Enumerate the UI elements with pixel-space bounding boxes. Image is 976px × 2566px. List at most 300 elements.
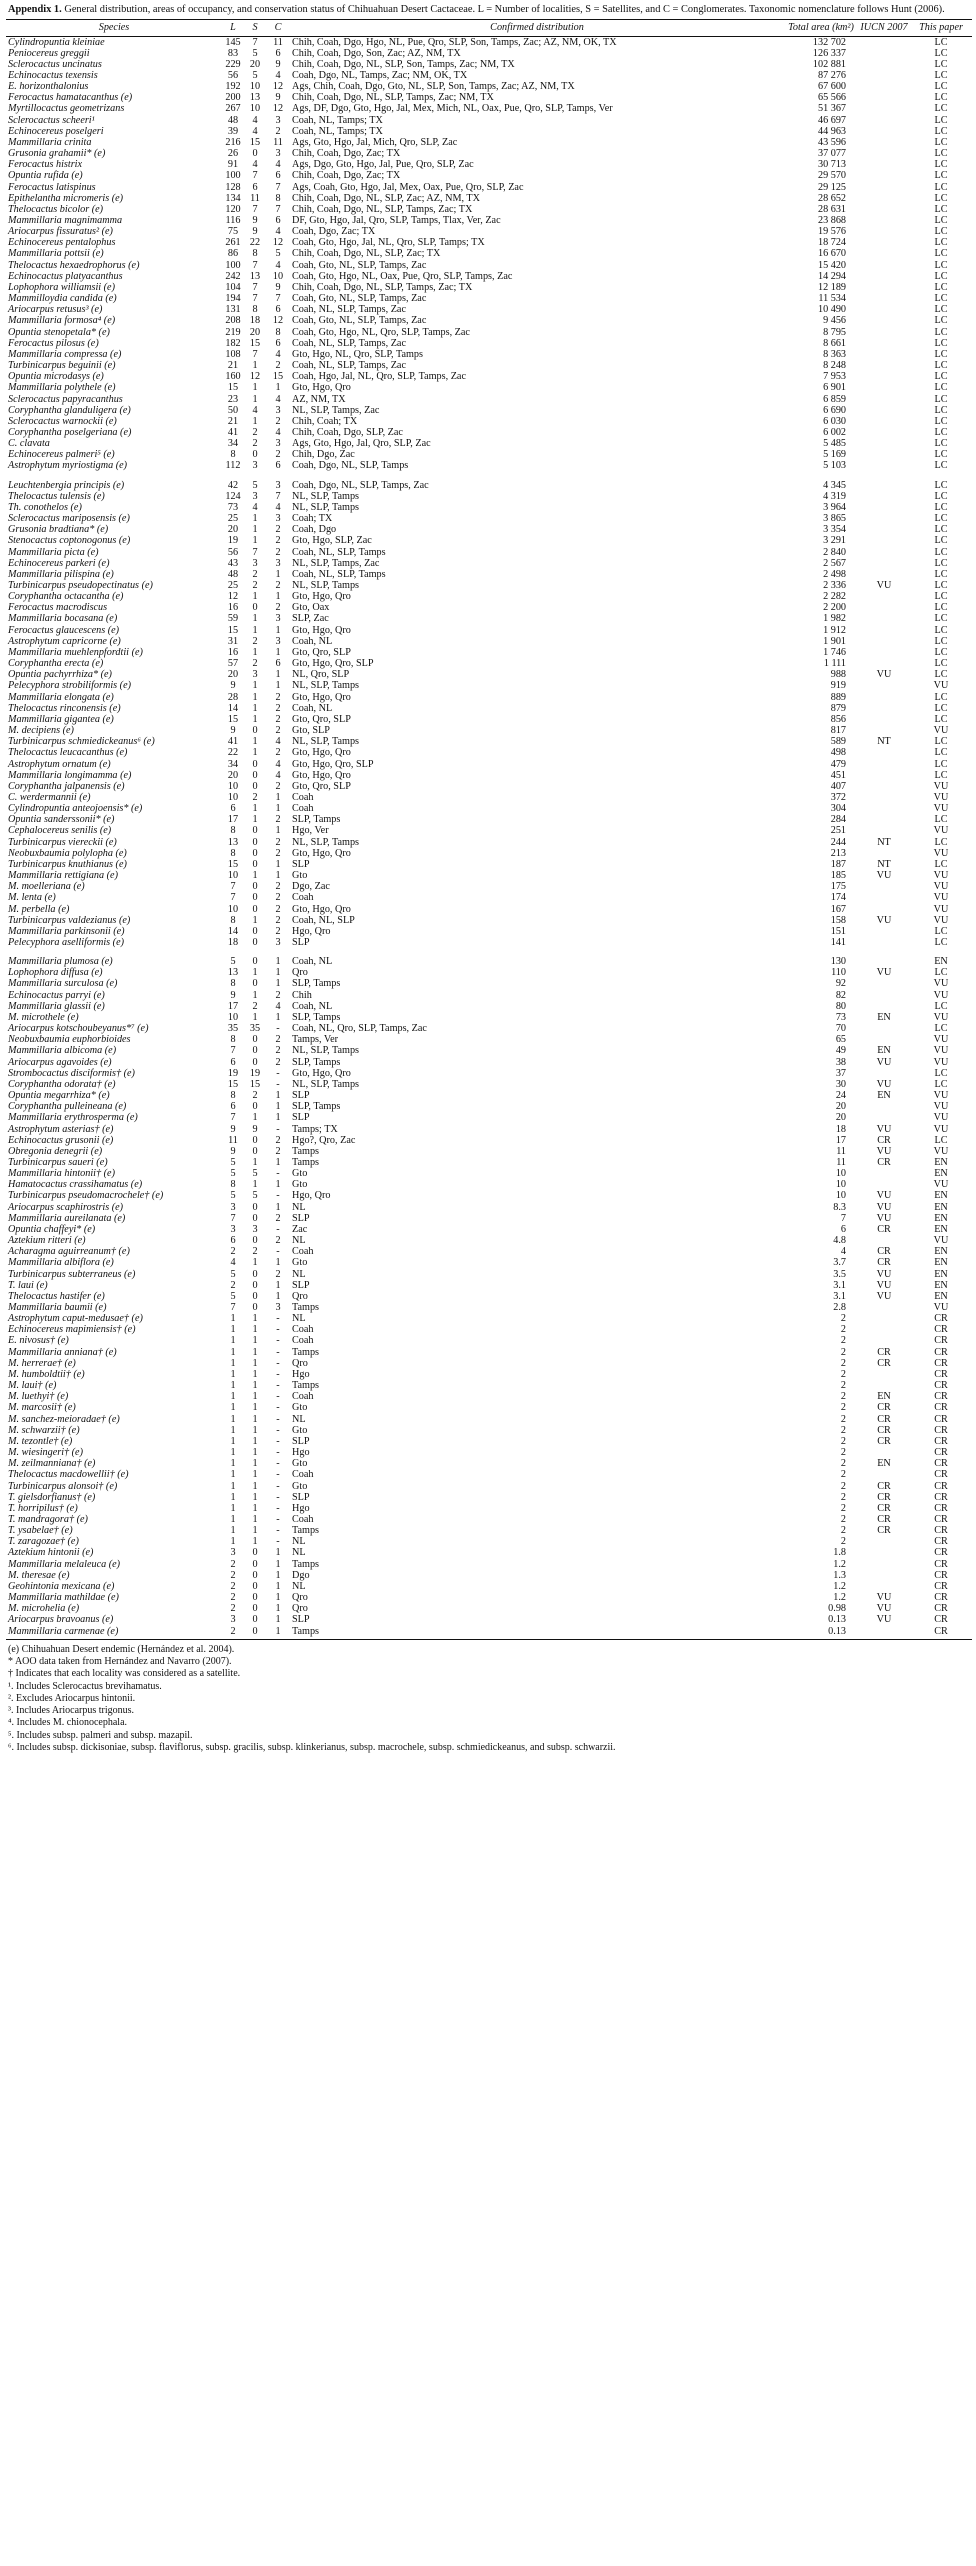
distribution-cell: NL, SLP, Tamps — [292, 580, 360, 591]
c-cell: 1 — [275, 624, 281, 636]
table-row — [6, 591, 972, 602]
table-row — [6, 859, 972, 870]
species-cell: Mammillaria melaleuca (e) — [8, 1558, 121, 1570]
s-cell: 0 — [252, 858, 258, 870]
table-row — [6, 848, 972, 859]
distribution-cell: Gto, Hgo, Qro — [292, 591, 351, 603]
s-cell: 4 — [252, 404, 258, 416]
iucn-cell — [858, 1302, 910, 1313]
status-cell: LC — [934, 148, 948, 160]
iucn-cell — [858, 1179, 910, 1190]
c-cell: 1 — [275, 1257, 281, 1269]
s-cell: 0 — [252, 1101, 258, 1113]
c-cell: - — [276, 1458, 280, 1470]
area-cell: 451 — [830, 769, 846, 781]
s-cell: 1 — [252, 382, 258, 394]
distribution-cell: NL, SLP, Tamps, Zac — [292, 557, 380, 569]
iucn-cell — [858, 613, 910, 624]
distribution-cell: Dgo, Zac — [292, 881, 330, 893]
table-row — [6, 1458, 972, 1469]
s-cell: 22 — [249, 237, 261, 249]
l-cell: 1 — [230, 1368, 236, 1380]
species-cell: Ariocarpus kotschoubeyanus*⁷ (e) — [8, 1023, 149, 1035]
footnote: † Indicates that each locality was considered as a satellite. — [8, 1668, 241, 1680]
l-cell: 1 — [230, 1324, 236, 1336]
l-cell: 75 — [227, 226, 239, 238]
iucn-cell — [858, 502, 910, 513]
s-cell: 7 — [252, 348, 258, 360]
table-row — [6, 1626, 972, 1640]
distribution-cell: NL, SLP, Tamps — [292, 680, 360, 692]
l-cell: 22 — [227, 747, 239, 759]
iucn-cell — [858, 170, 910, 181]
iucn-cell: VU — [876, 1078, 892, 1090]
s-cell: 1 — [252, 1156, 258, 1168]
species-cell: T. horripilus† (e) — [8, 1502, 78, 1514]
species-cell: Leuchtenbergia principis (e) — [8, 479, 125, 491]
status-cell: EN — [934, 1201, 948, 1213]
distribution-cell: Tamps — [292, 1380, 320, 1392]
distribution-cell: Gto, Qro, SLP — [292, 713, 351, 725]
c-cell: 2 — [275, 1056, 281, 1068]
distribution-cell: NL — [292, 1268, 306, 1280]
s-cell: 1 — [252, 989, 258, 1001]
iucn-cell — [858, 714, 910, 725]
table-row — [6, 70, 972, 81]
species-cell: Opuntia pachyrrhiza* (e) — [8, 669, 112, 681]
l-cell: 1 — [230, 1502, 236, 1514]
table-row — [6, 803, 972, 814]
table-row — [6, 814, 972, 825]
area-cell: 407 — [830, 780, 846, 792]
distribution-cell: Coah, NL, SLP, Tamps — [292, 546, 386, 558]
iucn-cell: NT — [877, 858, 891, 870]
s-cell: 1 — [252, 1402, 258, 1414]
area-cell: 28 652 — [817, 192, 846, 204]
table-row — [6, 315, 972, 326]
distribution-cell: Gto — [292, 1424, 308, 1436]
distribution-cell: Gto, Hgo, Qro — [292, 691, 351, 703]
distribution-cell: Coah, Dgo, Zac; TX — [292, 226, 376, 238]
distribution-cell: Dgo — [292, 1569, 310, 1581]
c-cell: 2 — [275, 1034, 281, 1046]
l-cell: 9 — [230, 725, 236, 737]
s-cell: 2 — [252, 1090, 258, 1102]
c-cell: 10 — [272, 270, 284, 282]
s-cell: 2 — [252, 658, 258, 670]
s-cell: 4 — [252, 125, 258, 137]
s-cell: 1 — [252, 1112, 258, 1124]
l-cell: 124 — [225, 490, 241, 502]
table-row — [6, 1402, 972, 1413]
status-cell: EN — [934, 956, 948, 968]
c-cell: - — [276, 1536, 280, 1548]
l-cell: 1 — [230, 1536, 236, 1548]
distribution-cell: Coah, NL — [292, 702, 333, 714]
c-cell: 3 — [275, 479, 281, 491]
table-row — [6, 394, 972, 405]
l-cell: 8 — [230, 825, 236, 837]
table-row — [6, 416, 972, 427]
species-cell: Mammillaria rettigiana (e) — [8, 870, 118, 882]
iucn-cell: CR — [877, 1424, 891, 1436]
area-cell: 24 — [835, 1090, 846, 1102]
s-cell: 1 — [252, 524, 258, 536]
iucn-cell — [858, 1235, 910, 1246]
c-cell: 2 — [275, 535, 281, 547]
status-cell: LC — [934, 524, 948, 536]
table-caption — [8, 4, 972, 17]
table-row — [6, 349, 972, 360]
table-row — [6, 825, 972, 836]
area-cell: 8 248 — [823, 360, 846, 372]
area-cell: 3 291 — [823, 535, 846, 547]
distribution-cell: Hgo, Qro — [292, 925, 331, 937]
area-cell: 174 — [830, 892, 846, 904]
col-header-iucn: IUCN 2007 — [858, 19, 910, 36]
l-cell: 20 — [227, 769, 239, 781]
status-cell: CR — [934, 1547, 948, 1559]
area-cell: 80 — [835, 1000, 846, 1012]
c-cell: - — [276, 1480, 280, 1492]
table-row — [6, 1559, 972, 1570]
l-cell: 242 — [225, 270, 241, 282]
s-cell: 19 — [249, 1067, 261, 1079]
iucn-cell: VU — [876, 1614, 892, 1626]
c-cell: 4 — [275, 69, 281, 81]
l-cell: 5 — [230, 1190, 236, 1202]
c-cell: 7 — [275, 203, 281, 215]
species-cell: C. werdermannii (e) — [8, 791, 91, 803]
distribution-cell: NL — [292, 1536, 306, 1548]
c-cell: 4 — [275, 736, 281, 748]
table-row — [6, 1503, 972, 1514]
status-cell: EN — [934, 1223, 948, 1235]
table-row — [6, 1514, 972, 1525]
table-row — [6, 1436, 972, 1447]
species-cell: Echinocereus poselgeri — [8, 125, 104, 137]
s-cell: 9 — [252, 1123, 258, 1135]
area-cell: 37 — [835, 1067, 846, 1079]
s-cell: 1 — [252, 680, 258, 692]
table-row — [6, 714, 972, 725]
s-cell: 5 — [252, 1168, 258, 1180]
c-cell: - — [276, 1380, 280, 1392]
c-cell: 6 — [275, 460, 281, 472]
area-cell: 2 336 — [823, 580, 846, 591]
species-cell: M. tezontle† (e) — [8, 1435, 73, 1447]
species-cell: C. clavata — [8, 438, 50, 450]
c-cell: 12 — [272, 315, 284, 327]
table-row — [6, 59, 972, 70]
distribution-cell: Coah, Gto, Hgo, NL, Qro, SLP, Tamps, Zac — [292, 326, 470, 338]
distribution-cell: Chih — [292, 989, 312, 1001]
species-cell: Ferocactus macrodiscus — [8, 602, 108, 614]
iucn-cell — [858, 1335, 910, 1346]
l-cell: 1 — [230, 1346, 236, 1358]
status-cell: CR — [934, 1357, 948, 1369]
species-cell: Astrophytum myriostigma (e) — [8, 460, 128, 472]
l-cell: 2 — [230, 1569, 236, 1581]
distribution-cell: Coah, Gto, NL, SLP, Tamps, Zac — [292, 315, 427, 327]
species-cell: Ferocactus pilosus (e) — [8, 337, 99, 349]
l-cell: 219 — [225, 326, 241, 338]
status-cell: LC — [934, 47, 948, 59]
status-cell: VU — [933, 1056, 949, 1068]
iucn-cell — [858, 282, 910, 293]
species-cell: Coryphantha jalpanensis (e) — [8, 780, 125, 792]
iucn-cell — [858, 449, 910, 460]
species-cell: Echinocereus parkeri (e) — [8, 557, 110, 569]
l-cell: 100 — [225, 170, 241, 182]
l-cell: 1 — [230, 1435, 236, 1447]
species-cell: Cylindropuntia kleiniae — [8, 36, 105, 48]
distribution-cell: Chih, Coah, Dgo, Hgo, NL, Pue, Qro, SLP, Son, Tamps, Zac; AZ, NM, OK, TX — [292, 36, 617, 48]
c-cell: 2 — [275, 449, 281, 461]
iucn-cell — [858, 892, 910, 903]
table-row — [6, 215, 972, 226]
table-row — [6, 1414, 972, 1425]
distribution-cell: DF, Gto, Hgo, Jal, Qro, SLP, Tamps, Tlax, Ver, Zac — [292, 215, 501, 226]
iucn-cell: VU — [876, 967, 892, 979]
iucn-cell — [858, 70, 910, 81]
table-row — [6, 405, 972, 416]
distribution-cell: Gto, Hgo, Qro, SLP — [292, 758, 374, 770]
iucn-cell — [858, 59, 910, 70]
l-cell: 14 — [227, 925, 239, 937]
iucn-cell — [858, 248, 910, 259]
l-cell: 41 — [227, 736, 239, 748]
iucn-cell: CR — [877, 1435, 891, 1447]
iucn-cell — [858, 1023, 910, 1034]
table-row — [6, 1213, 972, 1224]
iucn-cell — [858, 460, 910, 471]
species-cell: Mammillaria picta (e) — [8, 546, 99, 558]
c-cell: - — [276, 1447, 280, 1459]
c-cell: - — [276, 1368, 280, 1380]
area-cell: 1.8 — [833, 1547, 846, 1559]
species-cell: Echinocereus palmeri⁵ (e) — [8, 449, 115, 461]
table-row — [6, 1224, 972, 1235]
c-cell: 2 — [275, 814, 281, 826]
c-cell: 1 — [275, 858, 281, 870]
iucn-cell — [858, 115, 910, 126]
status-cell: VU — [933, 978, 949, 990]
iucn-cell — [858, 182, 910, 193]
s-cell: 0 — [252, 1045, 258, 1057]
distribution-cell: Tamps — [292, 1525, 320, 1537]
status-cell: LC — [934, 557, 948, 569]
l-cell: 10 — [227, 1011, 239, 1023]
status-cell: LC — [934, 669, 948, 681]
distribution-cell: Hgo — [292, 1447, 310, 1459]
s-cell: 3 — [252, 669, 258, 681]
distribution-cell: NL, SLP, Tamps — [292, 736, 360, 748]
s-cell: 3 — [252, 557, 258, 569]
l-cell: 86 — [227, 248, 239, 260]
area-cell: 7 953 — [823, 371, 846, 383]
iucn-cell: VU — [876, 870, 892, 882]
table-row — [6, 781, 972, 792]
iucn-cell — [858, 338, 910, 349]
iucn-cell — [858, 81, 910, 92]
species-cell: Ariocarpus fissuratus² (e) — [8, 226, 113, 238]
iucn-cell: CR — [877, 1525, 891, 1537]
iucn-cell — [858, 237, 910, 248]
iucn-cell: VU — [876, 914, 892, 926]
c-cell: 2 — [275, 747, 281, 759]
species-cell: Cephalocereus senilis (e) — [8, 825, 112, 837]
status-cell: CR — [934, 1513, 948, 1525]
c-cell: - — [276, 1190, 280, 1202]
s-cell: 2 — [252, 791, 258, 803]
species-cell: Neobuxbaumia polylopha (e) — [8, 847, 127, 859]
l-cell: 192 — [225, 81, 241, 93]
distribution-cell: Coah — [292, 1246, 314, 1258]
area-cell: 2 — [840, 1536, 846, 1548]
l-cell: 5 — [230, 956, 236, 968]
c-cell: 2 — [275, 713, 281, 725]
status-cell: CR — [934, 1435, 948, 1447]
status-cell: LC — [934, 836, 948, 848]
table-row — [6, 449, 972, 460]
table-row — [6, 703, 972, 714]
l-cell: 1 — [230, 1469, 236, 1481]
species-cell: Mammillaria glassii (e) — [8, 1000, 105, 1012]
l-cell: 4 — [230, 1257, 236, 1269]
status-cell: EN — [934, 1168, 948, 1180]
species-cell: M. theresae (e) — [8, 1569, 70, 1581]
species-cell: M. laui† (e) — [8, 1380, 57, 1392]
distribution-cell: Coah, NL, SLP, Tamps, Zac — [292, 337, 406, 349]
area-cell: 151 — [830, 925, 846, 937]
l-cell: 25 — [227, 580, 239, 591]
status-cell: LC — [934, 315, 948, 327]
l-cell: 1 — [230, 1513, 236, 1525]
table-row — [6, 569, 972, 580]
status-cell: LC — [934, 92, 948, 104]
table-row — [6, 1369, 972, 1380]
distribution-cell: Coah; TX — [292, 513, 333, 525]
l-cell: 116 — [225, 215, 241, 226]
s-cell: 0 — [252, 1268, 258, 1280]
area-cell: 2 — [840, 1502, 846, 1514]
s-cell: 1 — [252, 1380, 258, 1392]
distribution-cell: Coah, NL, Tamps; TX — [292, 125, 383, 137]
s-cell: 0 — [252, 725, 258, 737]
status-cell: CR — [934, 1380, 948, 1392]
l-cell: 208 — [225, 315, 241, 327]
c-cell: 1 — [275, 568, 281, 580]
area-cell: 0.13 — [828, 1614, 846, 1626]
l-cell: 13 — [227, 967, 239, 979]
species-cell: Astrophytum ornatum (e) — [8, 758, 111, 770]
species-cell: Grusonia bradtiana* (e) — [8, 524, 109, 536]
iucn-cell — [858, 315, 910, 326]
c-cell: 1 — [266, 1626, 290, 1640]
distribution-cell: Gto, Qro, SLP — [292, 780, 351, 792]
iucn-cell — [858, 602, 910, 613]
l-cell: 5 — [230, 1156, 236, 1168]
table-row — [6, 524, 972, 535]
species-cell: Turbinicarpus valdezianus (e) — [8, 914, 131, 926]
species-cell: Mammillaria bocasana (e) — [8, 613, 118, 625]
area-cell: 7 — [840, 1212, 846, 1224]
species-cell: Sclerocactus uncinatus — [8, 58, 102, 70]
species-cell: Astrophytum capricorne (e) — [8, 635, 121, 647]
status-cell: LC — [934, 769, 948, 781]
area-cell: 2 — [840, 1380, 846, 1392]
footnote: (e) Chihuahuan Desert endemic (Hernández et al. 2004). — [8, 1643, 235, 1655]
distribution-cell: Coah, NL — [292, 635, 333, 647]
l-cell: 1 — [230, 1357, 236, 1369]
species-cell: Opuntia sanderssonii* (e) — [8, 814, 115, 826]
iucn-cell — [858, 304, 910, 315]
iucn-cell — [858, 725, 910, 736]
c-cell: 11 — [273, 36, 283, 48]
area-cell: 187 — [830, 858, 846, 870]
status-cell: LC — [934, 937, 948, 948]
status-cell: VU — [933, 870, 949, 882]
status-cell: LC — [934, 426, 948, 438]
status-cell: LC — [934, 1134, 948, 1146]
s-cell: 5 — [252, 479, 258, 491]
c-cell: 1 — [275, 1547, 281, 1559]
table-row — [6, 892, 972, 903]
distribution-cell: Ags, Dgo, Gto, Hgo, Jal, Pue, Qro, SLP, Zac — [292, 159, 474, 171]
l-cell: 20 — [227, 669, 239, 681]
species-cell: Thelocactus bicolor (e) — [8, 203, 104, 215]
area-cell: 6 901 — [823, 382, 846, 394]
species-cell: Thelocactus rinconensis (e) — [8, 702, 121, 714]
c-cell: - — [276, 1502, 280, 1514]
iucn-cell — [858, 781, 910, 792]
distribution-cell: Coah — [292, 1391, 314, 1403]
l-cell: 57 — [227, 658, 239, 670]
status-cell: VU — [933, 892, 949, 904]
s-cell: 4 — [252, 159, 258, 171]
s-cell: 1 — [252, 1502, 258, 1514]
table-row — [6, 1603, 972, 1614]
c-cell: 4 — [275, 769, 281, 781]
l-cell: 8 — [230, 847, 236, 859]
l-cell: 200 — [225, 92, 241, 104]
distribution-cell: Coah, NL — [292, 956, 333, 968]
species-cell: Acharagma aguirreanum† (e) — [8, 1246, 130, 1258]
area-cell: 2 — [840, 1424, 846, 1436]
l-cell: 6 — [230, 1101, 236, 1113]
table-row — [6, 226, 972, 237]
table-row — [6, 1045, 972, 1056]
species-cell: Turbinicarpus subterraneus (e) — [8, 1268, 136, 1280]
table-header-row — [6, 19, 972, 36]
iucn-cell — [858, 405, 910, 416]
table-row — [6, 304, 972, 315]
s-cell: 0 — [252, 903, 258, 915]
area-cell: 2 — [840, 1335, 846, 1347]
area-cell: 67 600 — [817, 81, 846, 93]
iucn-cell — [858, 848, 910, 859]
status-cell: VU — [933, 780, 949, 792]
area-cell: 1 982 — [823, 613, 846, 625]
l-cell: 7 — [230, 1302, 236, 1313]
l-cell: 50 — [227, 404, 239, 416]
status-cell: LC — [934, 1000, 948, 1012]
status-cell: VU — [933, 803, 949, 815]
iucn-cell — [858, 825, 910, 836]
area-cell: 3.1 — [833, 1279, 846, 1291]
s-cell: 0 — [252, 602, 258, 614]
